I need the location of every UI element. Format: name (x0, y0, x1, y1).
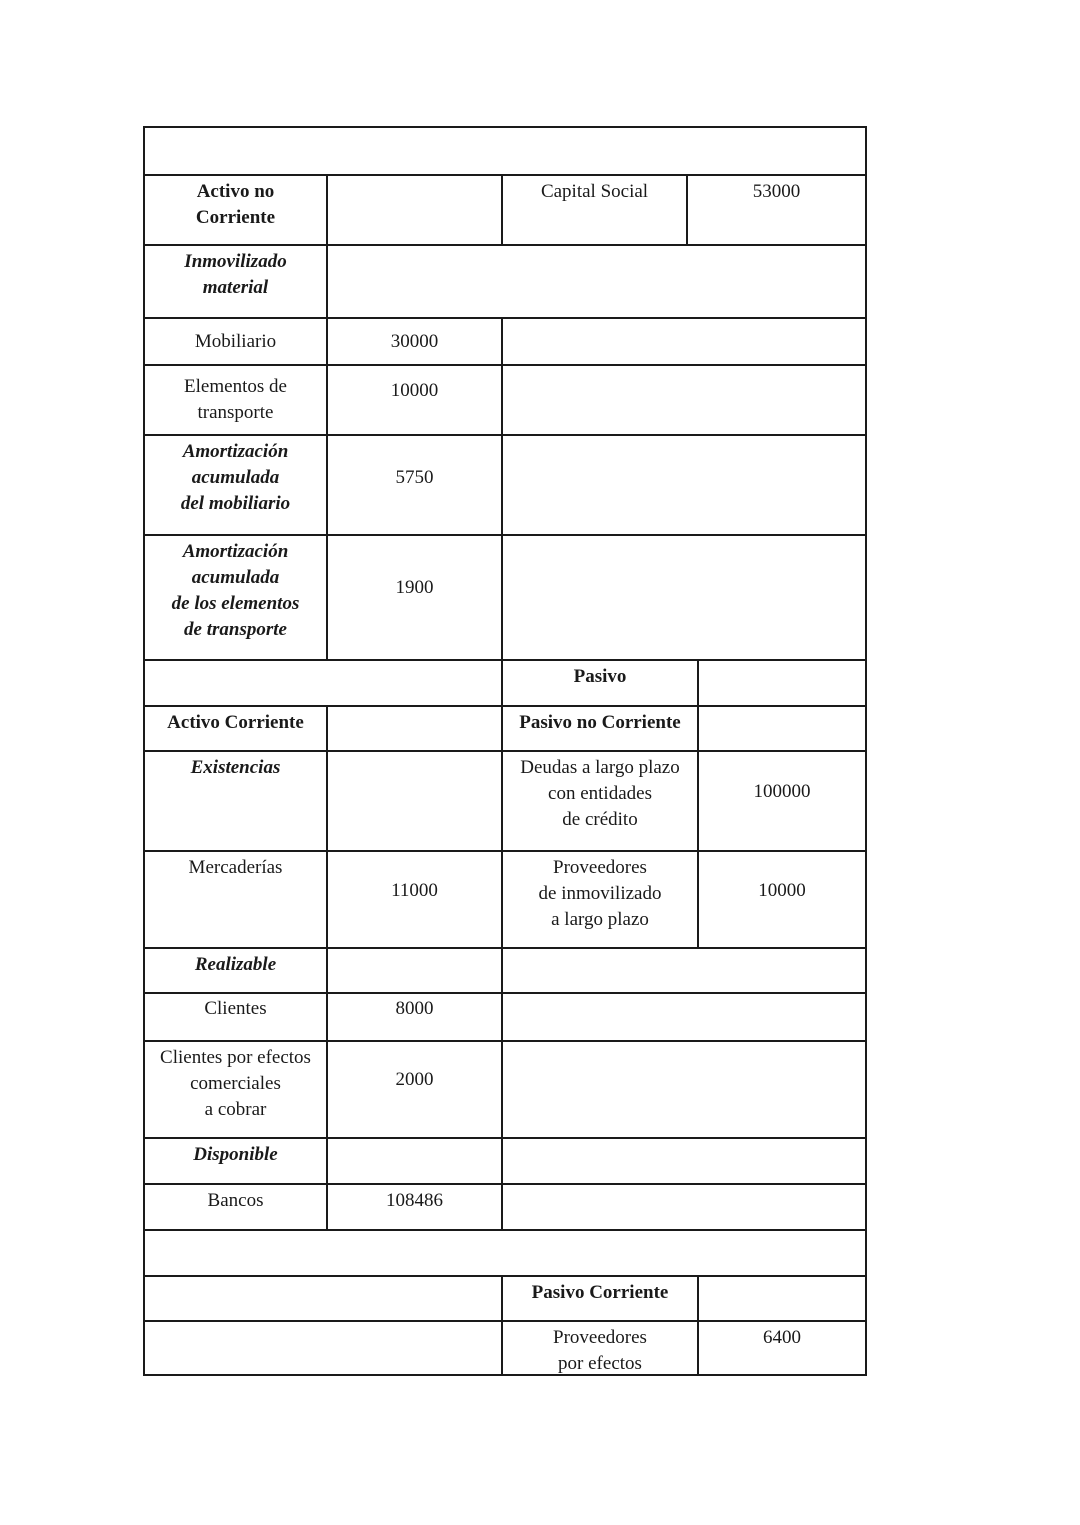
label-line: acumulada (191, 467, 280, 488)
label-line: Proveedores (553, 857, 647, 878)
rule (143, 1229, 867, 1231)
amortizacion-mobiliario-label (145, 436, 326, 520)
label-line: Proveedores (553, 1327, 647, 1348)
label-text: Bancos (207, 1190, 264, 1211)
value-text: 100000 (753, 781, 811, 802)
heading-line: Activo no (196, 181, 275, 202)
existencias-heading (145, 752, 326, 850)
label-line: acumulada (191, 567, 280, 588)
heading-line: material (202, 277, 269, 298)
label-line: de los elementos (171, 593, 300, 614)
pasivo-no-corriente-heading (503, 707, 697, 750)
realizable-heading (145, 949, 326, 992)
clientes-efectos-label (145, 1042, 326, 1137)
pasivo-heading (503, 661, 697, 705)
mobiliario-label (145, 319, 326, 364)
heading-text: Realizable (194, 954, 277, 975)
value-text: 10000 (758, 879, 806, 901)
heading-line: Corriente (195, 207, 276, 228)
label-line: por efectos (558, 1353, 642, 1374)
label-line: del mobiliario (180, 493, 291, 514)
rule (143, 1374, 867, 1376)
label-line: transporte (197, 402, 274, 423)
amortizacion-mobiliario-value (328, 436, 501, 520)
clientes-label (145, 994, 326, 1024)
value-text: 5750 (395, 467, 434, 488)
mercaderias-value (328, 852, 501, 929)
elementos-transporte-value (328, 366, 501, 416)
clientes-efectos-value (328, 1042, 501, 1117)
value-text: 6400 (763, 1327, 801, 1348)
bancos-label (145, 1185, 326, 1229)
label-line: a cobrar (204, 1099, 267, 1120)
value-text: 10000 (390, 380, 439, 401)
heading-text: Activo Corriente (167, 712, 304, 733)
value-text: 53000 (752, 181, 801, 202)
value-text: 108486 (386, 1190, 443, 1211)
label-line: de transporte (184, 619, 287, 640)
heading-line: Inmovilizado (184, 251, 287, 272)
disponible-heading (145, 1139, 326, 1183)
activo-corriente-heading (145, 707, 326, 750)
label-line: con entidades (548, 783, 652, 804)
clientes-value (328, 994, 501, 1024)
inmovilizado-material-heading (145, 246, 326, 317)
elementos-transporte-label (145, 366, 326, 434)
pasivo-corriente-heading (503, 1277, 697, 1320)
heading-text: Disponible (193, 1144, 278, 1165)
rule (326, 705, 328, 1230)
label-text: Clientes (204, 998, 267, 1019)
deudas-largo-plazo-label (503, 752, 697, 850)
value-text: 2000 (395, 1068, 434, 1090)
label-text: Capital Social (540, 181, 649, 202)
rule (865, 126, 867, 1376)
heading-text: Existencias (190, 757, 281, 778)
deudas-largo-plazo-value (699, 752, 865, 832)
activo-no-corriente-heading (145, 176, 326, 244)
capital-social-value (688, 176, 865, 244)
mercaderias-label (145, 852, 326, 947)
proveedores-efectos-value (699, 1322, 865, 1374)
bancos-value (328, 1185, 501, 1229)
label-line: de inmovilizado (538, 883, 662, 904)
label-text: Mobiliario (194, 330, 277, 352)
label-line: a largo plazo (551, 909, 649, 930)
value-text: 8000 (395, 998, 434, 1019)
label-line: Clientes por efectos (160, 1047, 311, 1068)
value-text: 1900 (395, 577, 434, 598)
value-text: 30000 (390, 330, 439, 352)
mobiliario-value (328, 319, 501, 364)
label-line: Amortización (182, 541, 289, 562)
amortizacion-transporte-value (328, 536, 501, 640)
rule (143, 126, 867, 128)
proveedores-inmovilizado-value (699, 852, 865, 929)
label-line: comerciales (190, 1073, 281, 1094)
capital-social-label (503, 176, 686, 244)
heading-text: Pasivo no Corriente (519, 712, 681, 733)
amortizacion-transporte-label (145, 536, 326, 646)
label-line: Deudas a largo plazo (520, 757, 680, 778)
label-line: Elementos de (184, 376, 287, 397)
proveedores-inmovilizado-label (503, 852, 697, 947)
proveedores-efectos-label (503, 1322, 697, 1374)
label-text: Mercaderías (188, 857, 283, 878)
value-text: 11000 (391, 879, 438, 901)
label-line: de crédito (562, 809, 638, 830)
label-line: Amortización (182, 441, 289, 462)
heading-text: Pasivo Corriente (531, 1282, 669, 1303)
heading-text: Pasivo (573, 666, 627, 687)
